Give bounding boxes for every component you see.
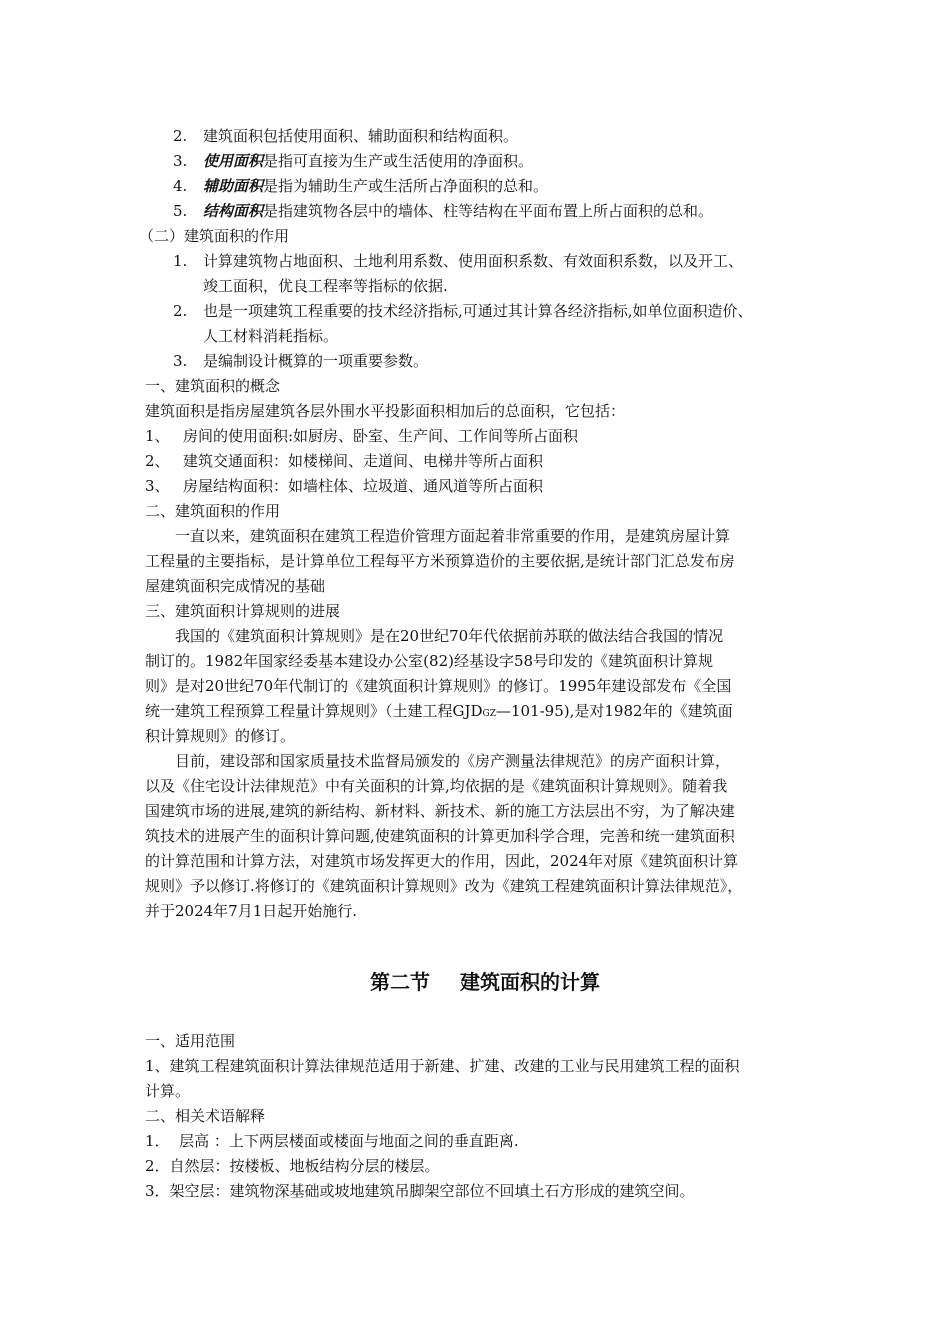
list-text-line: 人工材料消耗指标。	[203, 327, 339, 345]
subscript: GZ	[482, 709, 496, 719]
list-text-line: 是编制设计概算的一项重要参数。	[203, 352, 429, 370]
paragraph-line: 规则》予以修订.将修订的《建筑面积计算规则》改为《建筑工程建筑面积计算法律规范》，	[145, 877, 743, 895]
list-number: 3.	[173, 152, 188, 170]
list-text-line: 也是一项建筑工程重要的技术经济指标,可通过其计算各经济指标,如单位面积造价、	[203, 302, 753, 320]
paragraph-line	[145, 699, 825, 724]
term-item: 1． 层高 ：上下两层楼面或楼面与地面之间的垂直距离.	[145, 1132, 519, 1150]
concept-number: 3、	[145, 477, 170, 495]
concept-text: 建筑交通面积：如楼梯间、走道间、电梯井等所占面积	[183, 452, 544, 470]
concept-item	[145, 449, 825, 474]
paragraph-line: 国建筑市场的进展,建筑的新结构、新材料、新技术、新的施工方法层出不穷，为了解决建	[145, 802, 735, 820]
list-text-line: 计算建筑物占地面积、土地利用系数、使用面积系数、有效面积系数，以及开工、	[203, 252, 744, 270]
concept-number: 2、	[145, 452, 170, 470]
paragraph-line: 筑技术的进展产生的面积计算问题,使建筑面积的计算更加科学合理，完善和统一建筑面积	[145, 827, 735, 845]
list-number: 1.	[173, 252, 188, 270]
section-name: 建筑面积的计算	[460, 970, 600, 994]
list-number: 2.	[173, 127, 188, 145]
subheading-role: （二）建筑面积的作用	[139, 227, 290, 245]
concept-text: 房间的使用面积:如厨房、卧室、生产间、工作间等所占面积	[183, 427, 579, 445]
paragraph-text: —101-95),是对1982年的《建筑面	[495, 702, 733, 720]
list-item	[145, 149, 825, 174]
heading-role: 二、建筑面积的作用	[145, 502, 281, 520]
list-text-line: 竣工面积，优良工程率等指标的依据.	[203, 277, 448, 295]
term-item: 3．架空层：建筑物深基础或坡地建筑吊脚架空部位不回填土石方形成的建筑空间。	[145, 1182, 695, 1200]
list-item	[145, 124, 825, 149]
list-item	[145, 299, 825, 349]
paragraph-line: 1、建筑工程建筑面积计算法律规范适用于新建、扩建、改建的工业与民用建筑工程的面积	[145, 1057, 740, 1075]
list-number: 4.	[173, 177, 188, 195]
concept-item	[145, 474, 825, 499]
paragraph-line: 制订的。1982年国家经委基本建设办公室(82)经基设字58号印发的《建筑面积计算规	[145, 652, 714, 670]
list-number: 5.	[173, 202, 188, 220]
concept-intro: 建筑面积是指房屋建筑各层外围水平投影面积相加后的总面积，它包括：	[145, 402, 626, 420]
area-types-list	[145, 124, 825, 224]
concept-number: 1、	[145, 427, 170, 445]
list-item	[145, 199, 825, 224]
paragraph-line: 并于2024年7月1日起开始施行.	[145, 902, 358, 920]
term: 辅助面积	[203, 177, 264, 195]
paragraph-line: 目前，建设部和国家质量技术监督局颁发的《房产测量法律规范》的房产面积计算，	[175, 752, 731, 770]
paragraph-line: 一直以来，建筑面积在建筑工程造价管理方面起着非常重要的作用，是建筑房屋计算	[175, 527, 731, 545]
list-number: 2.	[173, 302, 188, 320]
list-item	[145, 349, 825, 374]
heading-progress: 三、建筑面积计算规则的进展	[145, 602, 341, 620]
heading-terms: 二、相关术语解释	[145, 1107, 266, 1125]
list-text: 建筑面积包括使用面积、辅助面积和结构面积。	[203, 127, 519, 145]
concept-text: 房屋结构面积：如墙柱体、垃圾道、通风道等所占面积	[183, 477, 544, 495]
heading-concept: 一、建筑面积的概念	[145, 377, 281, 395]
paragraph-line: 则》是对20世纪70年代制订的《建筑面积计算规则》的修订。1995年建设部发布《全国	[145, 677, 732, 695]
term: 使用面积	[203, 152, 264, 170]
list-text: 是指可直接为生产或生活使用的净面积。	[263, 152, 534, 170]
heading-scope: 一、适用范围	[145, 1032, 236, 1050]
paragraph-line: 工程量的主要指标，是计算单位工程每平方米预算造价的主要依据,是统计部门汇总发布房	[145, 552, 735, 570]
list-text: 是指为辅助生产或生活所占净面积的总和。	[263, 177, 549, 195]
paragraph-text: 统一建筑工程预算工程量计算规则》（土建工程GJD	[145, 702, 483, 720]
list-number: 3.	[173, 352, 188, 370]
paragraph-line: 以及《住宅设计法律规范》中有关面积的计算,均依据的是《建筑面积计算规则》。随着我	[145, 777, 728, 795]
document-body	[139, 124, 825, 1204]
list-text: 是指建筑物各层中的墙体、柱等结构在平面布置上所占面积的总和。	[263, 202, 714, 220]
section-title	[145, 967, 825, 997]
term-item: 2．自然层：按楼板、地板结构分层的楼层。	[145, 1157, 440, 1175]
paragraph-line: 屋建筑面积完成情况的基础	[145, 577, 326, 595]
role-list	[145, 249, 825, 374]
paragraph-line: 积计算规则》的修订。	[145, 727, 296, 745]
paragraph-line: 我国的《建筑面积计算规则》是在20世纪70年代依据前苏联的做法结合我国的情况	[175, 627, 724, 645]
list-item	[145, 249, 825, 299]
section-number: 第二节	[370, 970, 430, 994]
paragraph-line: 计算。	[145, 1082, 191, 1100]
paragraph-line: 的计算范围和计算方法，对建筑市场发挥更大的作用，因此，2024年对原《建筑面积计算	[145, 852, 739, 870]
list-item	[145, 174, 825, 199]
term: 结构面积	[203, 202, 264, 220]
concept-item	[145, 424, 825, 449]
